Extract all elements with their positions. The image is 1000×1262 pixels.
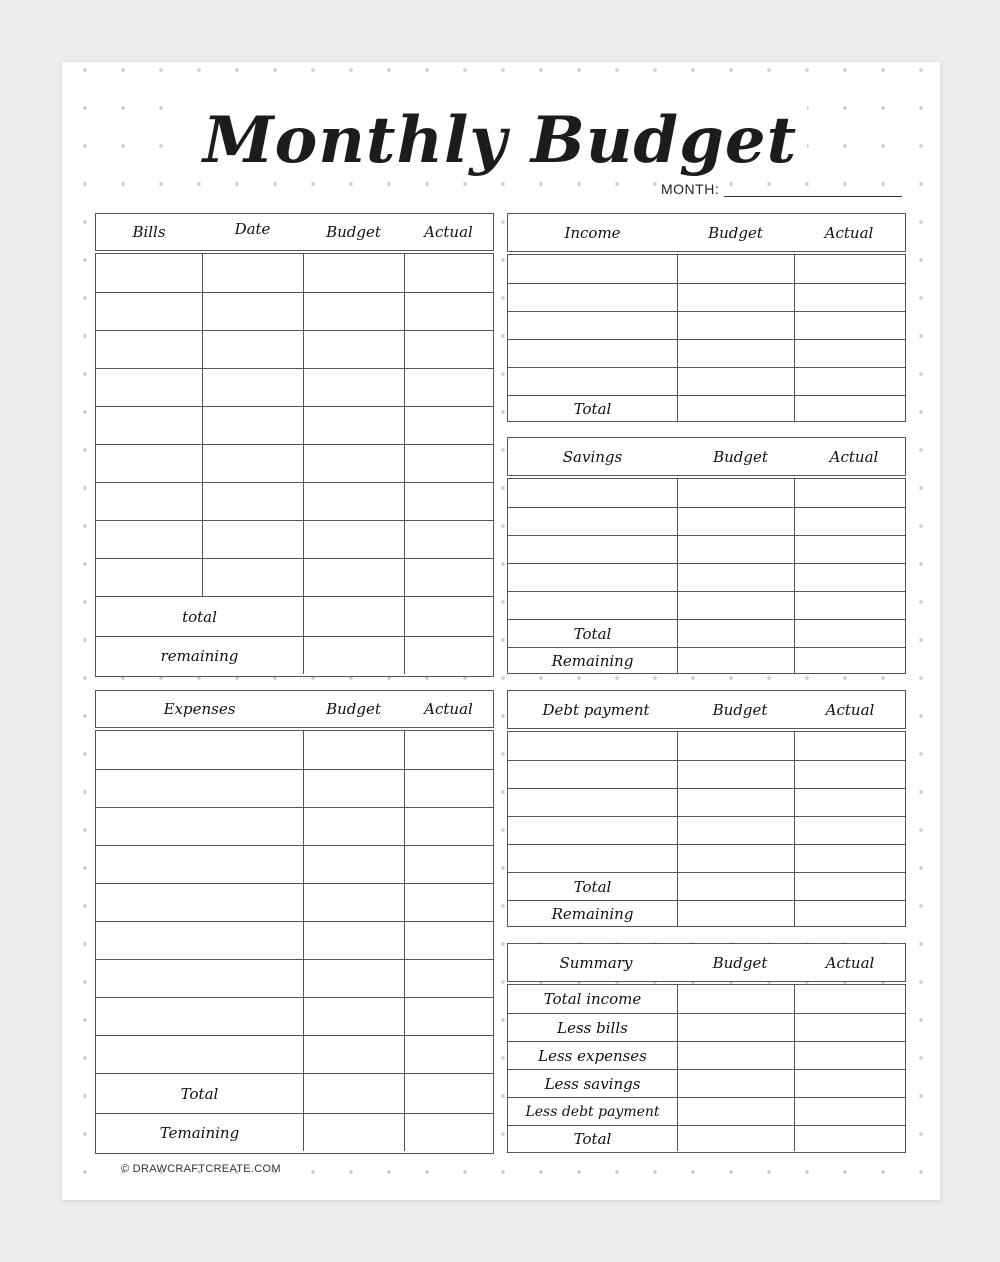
savings-col-actual: Actual bbox=[829, 447, 879, 466]
summary-row-less-bills[interactable] bbox=[508, 1013, 905, 1041]
expenses-col-budget: Budget bbox=[326, 700, 381, 718]
table-row[interactable] bbox=[508, 816, 905, 844]
savings-remaining-row[interactable] bbox=[508, 647, 905, 673]
table-row[interactable] bbox=[96, 959, 493, 997]
debt-col-actual: Actual bbox=[825, 700, 875, 719]
row-label: Remaining bbox=[551, 904, 634, 923]
row-label: remaining bbox=[160, 646, 239, 665]
copyright-footer: © DRAWCRAFTCREATE.COM bbox=[121, 1163, 281, 1175]
table-row[interactable] bbox=[96, 254, 493, 292]
income-col-budget: Budget bbox=[708, 223, 763, 242]
debt-header bbox=[507, 690, 906, 729]
row-label: Remaining bbox=[551, 651, 634, 670]
debt-col-budget: Budget bbox=[712, 700, 768, 719]
table-row[interactable] bbox=[508, 283, 905, 311]
expenses-header bbox=[95, 690, 494, 728]
table-row[interactable] bbox=[508, 535, 905, 563]
table-row[interactable] bbox=[96, 921, 493, 959]
bills-total-row[interactable] bbox=[96, 596, 493, 636]
expenses-col-actual: Actual bbox=[424, 700, 473, 718]
table-row[interactable] bbox=[96, 444, 493, 482]
page-title: Monthly Budget bbox=[0, 96, 1000, 186]
row-label: Total bbox=[180, 1084, 219, 1103]
bills-col-actual: Actual bbox=[424, 223, 473, 241]
table-row[interactable] bbox=[508, 479, 905, 507]
table-row[interactable] bbox=[508, 732, 905, 760]
income-col-actual: Actual bbox=[824, 223, 874, 242]
table-row[interactable] bbox=[508, 591, 905, 619]
income-col-income: Income bbox=[564, 223, 621, 242]
table-row[interactable] bbox=[508, 311, 905, 339]
row-label: Less bills bbox=[557, 1018, 628, 1037]
table-row[interactable] bbox=[508, 339, 905, 367]
debt-table bbox=[507, 731, 906, 927]
savings-table bbox=[507, 478, 906, 674]
table-row[interactable] bbox=[508, 563, 905, 591]
bills-header bbox=[95, 213, 494, 251]
summary-row-less-savings[interactable] bbox=[508, 1069, 905, 1097]
table-row[interactable] bbox=[508, 844, 905, 872]
bills-table bbox=[95, 253, 494, 677]
summary-col-budget: Budget bbox=[712, 953, 768, 972]
table-row[interactable] bbox=[508, 788, 905, 816]
table-row[interactable] bbox=[96, 482, 493, 520]
summary-table bbox=[507, 984, 906, 1153]
row-label: Total income bbox=[543, 990, 642, 1008]
savings-col-budget: Budget bbox=[713, 447, 768, 466]
summary-col-actual: Actual bbox=[825, 953, 875, 972]
table-row[interactable] bbox=[96, 845, 493, 883]
table-row[interactable] bbox=[96, 997, 493, 1035]
month-field[interactable] bbox=[724, 196, 902, 197]
expenses-remaining-row[interactable] bbox=[96, 1113, 493, 1151]
income-total-row[interactable] bbox=[508, 395, 905, 421]
table-row[interactable] bbox=[96, 769, 493, 807]
table-row[interactable] bbox=[96, 883, 493, 921]
summary-row-total[interactable] bbox=[508, 1125, 905, 1151]
debt-total-row[interactable] bbox=[508, 872, 905, 900]
table-row[interactable] bbox=[96, 292, 493, 330]
expenses-total-row[interactable] bbox=[96, 1073, 493, 1113]
debt-remaining-row[interactable] bbox=[508, 900, 905, 926]
summary-row-less-debt-payment[interactable] bbox=[508, 1097, 905, 1125]
summary-col-summary: Summary bbox=[559, 953, 633, 972]
table-row[interactable] bbox=[96, 807, 493, 845]
table-row[interactable] bbox=[96, 520, 493, 558]
table-row[interactable] bbox=[96, 1035, 493, 1073]
expenses-table bbox=[95, 730, 494, 1154]
row-label: total bbox=[182, 607, 217, 626]
row-label: Total bbox=[573, 624, 612, 643]
summary-row-total-income[interactable] bbox=[508, 985, 905, 1013]
savings-header bbox=[507, 437, 906, 476]
expenses-col-expenses: Expenses bbox=[163, 700, 236, 718]
table-row[interactable] bbox=[508, 507, 905, 535]
row-label: Less savings bbox=[544, 1074, 641, 1093]
table-row[interactable] bbox=[96, 731, 493, 769]
income-table bbox=[507, 254, 906, 422]
summary-row-less-expenses[interactable] bbox=[508, 1041, 905, 1069]
table-row[interactable] bbox=[96, 368, 493, 406]
savings-col-savings: Savings bbox=[562, 447, 623, 466]
bills-col-date: Date bbox=[234, 220, 271, 238]
row-label: Less debt payment bbox=[525, 1103, 660, 1120]
debt-col-debt-payment: Debt payment bbox=[542, 700, 650, 719]
table-row[interactable] bbox=[96, 330, 493, 368]
income-header bbox=[507, 213, 906, 252]
row-label: Total bbox=[573, 1129, 612, 1148]
row-label: Total bbox=[573, 877, 612, 896]
row-label: Temaining bbox=[159, 1123, 240, 1142]
summary-header bbox=[507, 943, 906, 982]
table-row[interactable] bbox=[96, 558, 493, 596]
bills-col-bills: Bills bbox=[132, 223, 166, 241]
table-row[interactable] bbox=[508, 760, 905, 788]
table-row[interactable] bbox=[508, 367, 905, 395]
month-label: MONTH: bbox=[661, 181, 720, 197]
bills-col-budget: Budget bbox=[326, 223, 381, 241]
table-row[interactable] bbox=[508, 255, 905, 283]
row-label: Total bbox=[573, 399, 612, 418]
table-row[interactable] bbox=[96, 406, 493, 444]
row-label: Less expenses bbox=[538, 1046, 647, 1065]
bills-remaining-row[interactable] bbox=[96, 636, 493, 674]
savings-total-row[interactable] bbox=[508, 619, 905, 647]
